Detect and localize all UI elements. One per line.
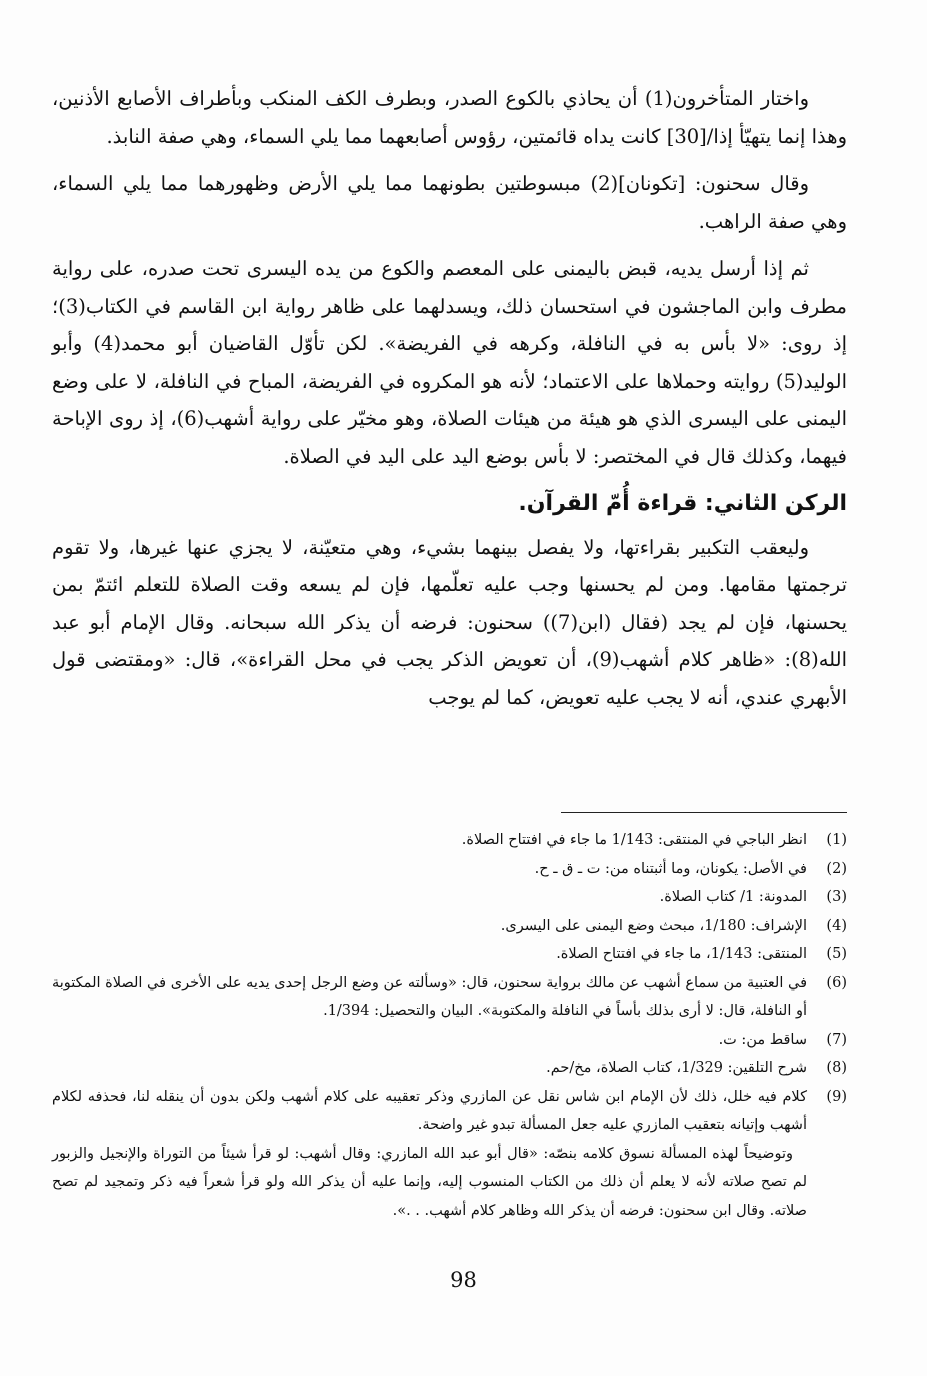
footnotes	[52, 826, 847, 1225]
footnote-number: (7)	[826, 1031, 847, 1048]
footnote-text: المنتقى: 1/143، ما جاء في افتتاح الصلاة.	[556, 946, 807, 962]
page-number: 98	[450, 1268, 477, 1292]
paragraph: وليعقب التكبير بقراءتها، ولا يفصل بينهما بشيء، وهي متعيّنة، لا يجزي عنها غيرها، ولا تقوم ترجمتها مقامها. ومن لم يحسنها وجب عليه تعلّمها، فإن لم يسعه وقت الصلاة للتعلم ائتمّ بمن يحسنها، فإن لم يجد (فقال (ابن(7)) سحنون: فرضه أن يذكر الله سبحانه. وقال الإمام أبو عبد الله(8): «ظاهر كلام أشهب(9)، أن تعويض الذكر يجب في محل القراءة»، قال: «ومقتضى قول الأبهري عندي، أنه لا يجب عليه تعويض، كما لم يوجب	[52, 535, 847, 709]
footnote-item	[52, 883, 847, 912]
footnote-text: ساقط من: ت.	[718, 1031, 807, 1048]
footnote-number: (2)	[826, 860, 847, 877]
footnote-text: شرح التلقين: 1/329، كتاب الصلاة، مخ/حم.	[546, 1060, 807, 1076]
footnote-text: في العتبية من سماع أشهب عن مالك برواية سحنون، قال: «وسألته عن وضع الرجل إحدى يديه على الأخرى في الصلاة المكتوبة أو النافلة، قال: لا أرى بذلك بأساً في النافلة والمكتوبة». البيان والتحصيل: 1/394.	[52, 974, 807, 1019]
footnote-number: (9)	[826, 1088, 847, 1105]
footnote-number: (8)	[826, 1060, 847, 1076]
footnote-item	[52, 826, 847, 855]
footnote-text: في الأصل: يكونان، وما أثبتناه من: ت ـ ق ـ ح.	[534, 860, 807, 877]
section-heading: الركن الثاني: قراءة أُمّ القرآن.	[518, 491, 847, 516]
paragraph: واختار المتأخرون(1) أن يحاذي بالكوع الصدر، وبطرف الكف المنكب وبأطراف الأصابع الأذنين، وهذا إنما يتهيّأ إذا/[30] كانت يداه قائمتين، رؤوس أصابعهما مما يلي السماء، وهي صفة النابذ.	[52, 87, 847, 148]
footnote-text: الإشراف: 1/180، مبحث وضع اليمنى على اليسرى.	[500, 917, 807, 934]
paragraph: وقال سحنون: [تكونان](2) مبسوطتين بطونهما مما يلي الأرض وظهورهما مما يلي السماء، وهي صفة الراهب.	[52, 172, 847, 233]
footnote-item	[52, 969, 847, 1026]
footnote-number: (1)	[826, 832, 847, 848]
footnote-text: انظر الباجي في المنتقى: 1/143 ما جاء في افتتاح الصلاة.	[461, 832, 807, 848]
footnote-number: (5)	[826, 946, 847, 962]
footnote-item	[52, 912, 847, 941]
footnote-number: (4)	[826, 917, 847, 934]
main-text	[52, 80, 847, 726]
footnote-item	[52, 855, 847, 884]
footnote-number: (6)	[826, 974, 847, 991]
footnote-text: كلام فيه خلل، ذلك لأن الإمام ابن شاس نقل عن المازري وذكر تعقيبه على كلام أشهب ولكن بدون أن ينقله لنا، فحذفه لكلام أشهب وإتيانه بتعقيب المازري عليه جعل المسألة تبدو غير واضحة.	[52, 1088, 807, 1133]
footnote-item	[52, 1054, 847, 1083]
footnote-separator	[561, 812, 847, 813]
footnote-number: (3)	[826, 889, 847, 905]
footnote-item	[52, 1026, 847, 1055]
footnote-item	[52, 1083, 847, 1140]
footnote-item	[52, 940, 847, 969]
footnote-text: المدونة: 1/ كتاب الصلاة.	[659, 889, 807, 905]
footnote-continuation: وتوضيحاً لهذه المسألة نسوق كلامه بنصّه: «قال أبو عبد الله المازري: وقال أشهب: لو قرأ شيئاً من التوراة والإنجيل والزبور لم تصح صلاته لأنه لا يعلم أن ذلك من الكتاب المنسوب إليه، وإنما عليه أن يذكر الله ولو قرأ شعراً فيه ذكر وتمجيد لم تصح صلاته. وقال ابن سحنون: فرضه أن يذكر الله وظاهر كلام أشهب. . .».	[52, 1145, 807, 1219]
paragraph: ثم إذا أرسل يديه، قبض باليمنى على المعصم والكوع من يده اليسرى تحت صدره، على رواية مطرف وابن الماجشون في استحسان ذلك، ويسدلهما على ظاهر رواية ابن القاسم في الكتاب(3)؛ إذ روى: «لا بأس به في النافلة، وكرهه في الفريضة». لكن تأوّل القاضيان أبو محمد(4) وأبو الوليد(5) روايته وحملاها على الاعتماد؛ لأنه هو المكروه في الفريضة، المباح في النافلة، لا على وضع اليمنى على اليسرى الذي هو هيئة من هيئات الصلاة، وهو مخيّر على رواية أشهب(6)، إذ روى الإباحة فيهما، وكذلك قال في المختصر: لا بأس بوضع اليد على اليد في الصلاة.	[52, 257, 847, 468]
